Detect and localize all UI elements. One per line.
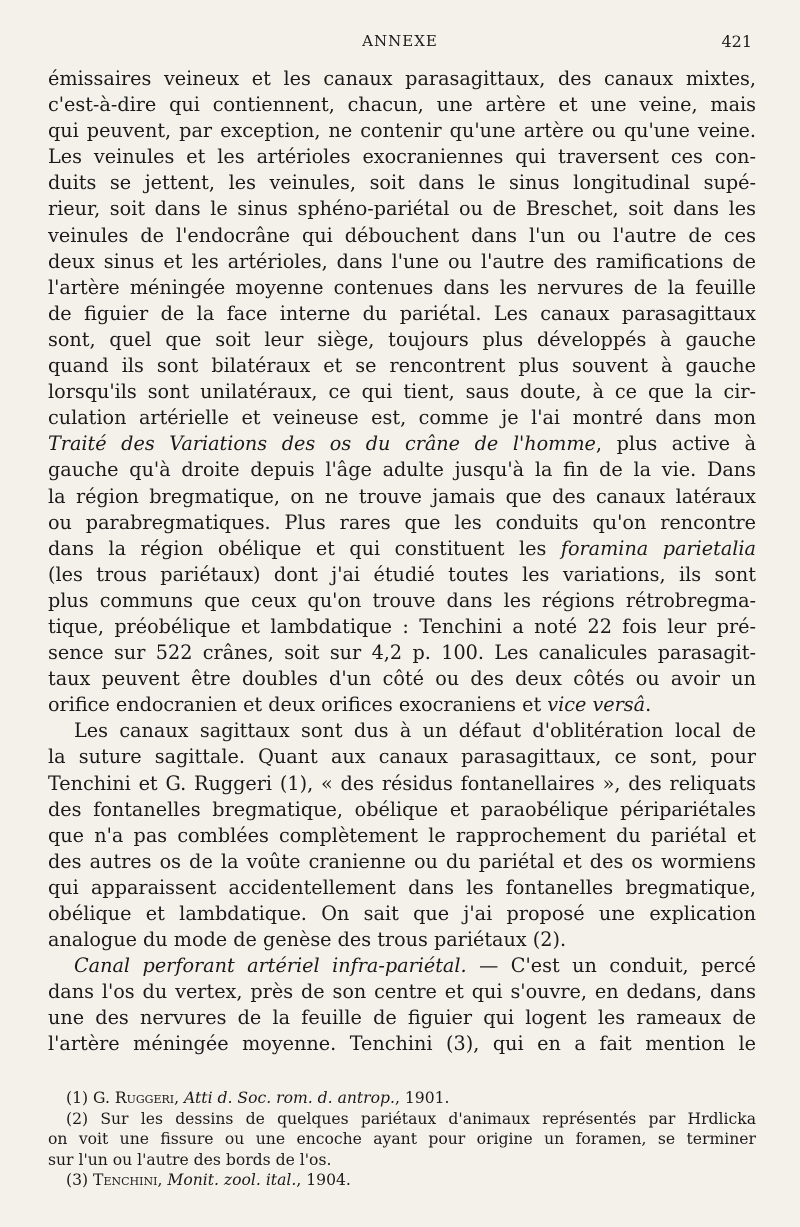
- text-line: Les canaux sagittaux sont dus à un défaut d'oblitération local de: [74, 719, 756, 743]
- footnote-text: (1) G.: [66, 1089, 115, 1107]
- latin-term-italic: foramina parietalia: [560, 536, 756, 560]
- text-line: lorsqu'ils sont unilatéraux, ce qui tient, saus doute, à ce que la cir-: [48, 380, 756, 404]
- text-line: veinules de l'endocrâne qui débouchent dans l'un ou l'autre de ces: [48, 223, 756, 247]
- text-line: la suture sagittale. Quant aux canaux parasagittaux, ce sont, pour: [48, 745, 756, 769]
- text-line: (les trous pariétaux) dont j'ai étudié toutes les variations, ils sont: [48, 562, 756, 586]
- footnote-text: , 1901.: [394, 1089, 450, 1107]
- text-line: que n'a pas comblées complètement le rapprochement du pariétal et: [48, 823, 756, 847]
- text-span: dans la région obélique et qui constituent les: [48, 536, 561, 560]
- text-line: c'est-à-dire qui contiennent, chacun, une artère et une veine, mais: [48, 93, 756, 117]
- text-span: , plus active à: [595, 432, 756, 456]
- text-line: culation artérielle et veineuse est, comme je l'ai montré dans mon: [48, 406, 756, 430]
- text-line: analogue du mode de genèse des trous pariétaux (2).: [48, 928, 567, 952]
- footnote-text: ,: [157, 1171, 168, 1189]
- text-line: sence sur 522 crânes, soit sur 4,2 p. 100. Les canalicules parasagit-: [48, 641, 756, 665]
- text-line: deux sinus et les artérioles, dans l'une ou l'autre des ramifications de: [48, 249, 756, 273]
- text-line: des autres os de la voûte cranienne ou du pariétal et des os wormiens: [48, 849, 756, 873]
- running-head-title: ANNEXE: [362, 32, 438, 50]
- journal-title: Atti d. Soc. rom. d. antrop.: [184, 1089, 395, 1107]
- author-name: Tenchini: [93, 1171, 158, 1189]
- text-span: — C'est un conduit, percé: [466, 954, 756, 978]
- author-name: Ruggeri: [114, 1089, 175, 1107]
- footnote-2-line: on voit une fissure ou une encoche ayant pour origine un foramen, se terminer: [48, 1130, 756, 1148]
- text-line: tique, préobélique et lambdatique : Tenchini a noté 22 fois leur pré-: [48, 614, 756, 638]
- footnote-1: [48, 1088, 756, 1109]
- text-line: l'artère méningée moyenne contenues dans les nervures de la feuille: [48, 275, 756, 299]
- text-line: dans l'os du vertex, près de son centre et qui s'ouvre, en dedans, dans: [48, 980, 756, 1004]
- body-text: [48, 66, 756, 1058]
- text-line: [48, 536, 756, 562]
- footnote-2-line: (2) Sur les dessins de quelques pariétaux d'animaux représentés par Hrdlicka: [66, 1109, 756, 1128]
- text-line: l'artère méningée moyenne. Tenchini (3), qui en a fait mention le: [48, 1032, 756, 1056]
- book-title-italic: Traité des Variations des os du crâne de l'homme: [48, 432, 596, 456]
- footnote-text: ,: [174, 1089, 185, 1107]
- text-line: Les veinules et les artérioles exocraniennes qui traversent ces con-: [48, 145, 756, 169]
- text-line: obélique et lambdatique. On sait que j'ai proposé une explication: [48, 902, 756, 925]
- footnote-text: (3): [66, 1171, 94, 1189]
- text-line: de figuier de la face interne du pariétal. Les canaux parasagittaux: [48, 301, 756, 325]
- footnotes: [48, 1088, 756, 1191]
- text-line: [48, 953, 756, 979]
- text-line: quand ils sont bilatéraux et se rencontrent plus souvent à gauche: [48, 354, 756, 378]
- journal-title: Monit. zool. ital.: [167, 1171, 297, 1189]
- text-line: émissaires veineux et les canaux parasagittaux, des canaux mixtes,: [48, 67, 756, 90]
- latin-term-italic: vice versâ: [547, 693, 646, 717]
- text-line: rieur, soit dans le sinus sphéno-pariétal ou de Breschet, soit dans les: [48, 197, 756, 221]
- text-line: [48, 431, 756, 457]
- footnote-3: [48, 1170, 756, 1191]
- footnote-text: , 1904.: [296, 1171, 351, 1189]
- section-heading-italic: Canal perforant artériel infra-pariétal.: [74, 954, 467, 978]
- text-line: la région bregmatique, on ne trouve jamais que des canaux latéraux: [48, 484, 756, 508]
- text-line: duits se jettent, les veinules, soit dans le sinus longitudinal supé-: [48, 171, 756, 195]
- text-line: [48, 692, 756, 718]
- text-span: .: [645, 693, 652, 717]
- text-line: taux peuvent être doubles d'un côté ou des deux côtés ou avoir un: [48, 667, 756, 691]
- text-line: des fontanelles bregmatique, obélique et paraobélique péripariétales: [48, 797, 756, 821]
- text-line: qui apparaissent accidentellement dans les fontanelles bregmatique,: [48, 875, 756, 899]
- text-line: qui peuvent, par exception, ne contenir qu'une artère ou qu'une veine.: [48, 119, 756, 143]
- page-number: 421: [721, 32, 752, 51]
- text-line: plus communs que ceux qu'on trouve dans les régions rétrobregma-: [48, 588, 756, 612]
- text-span: orifice endocranien et deux orifices exocraniens et: [48, 693, 548, 717]
- footnote-2-line: sur l'un ou l'autre des bords de l'os.: [48, 1150, 332, 1169]
- running-head: [48, 32, 752, 54]
- text-line: Tenchini et G. Ruggeri (1), « des résidus fontanellaires », des reliquats: [48, 771, 756, 795]
- text-line: sont, quel que soit leur siège, toujours plus développés à gauche: [48, 327, 756, 351]
- text-line: gauche qu'à droite depuis l'âge adulte jusqu'à la fin de la vie. Dans: [48, 458, 756, 482]
- text-line: une des nervures de la feuille de figuier qui logent les rameaux de: [48, 1006, 756, 1030]
- text-line: ou parabregmatiques. Plus rares que les conduits qu'on rencontre: [48, 510, 756, 534]
